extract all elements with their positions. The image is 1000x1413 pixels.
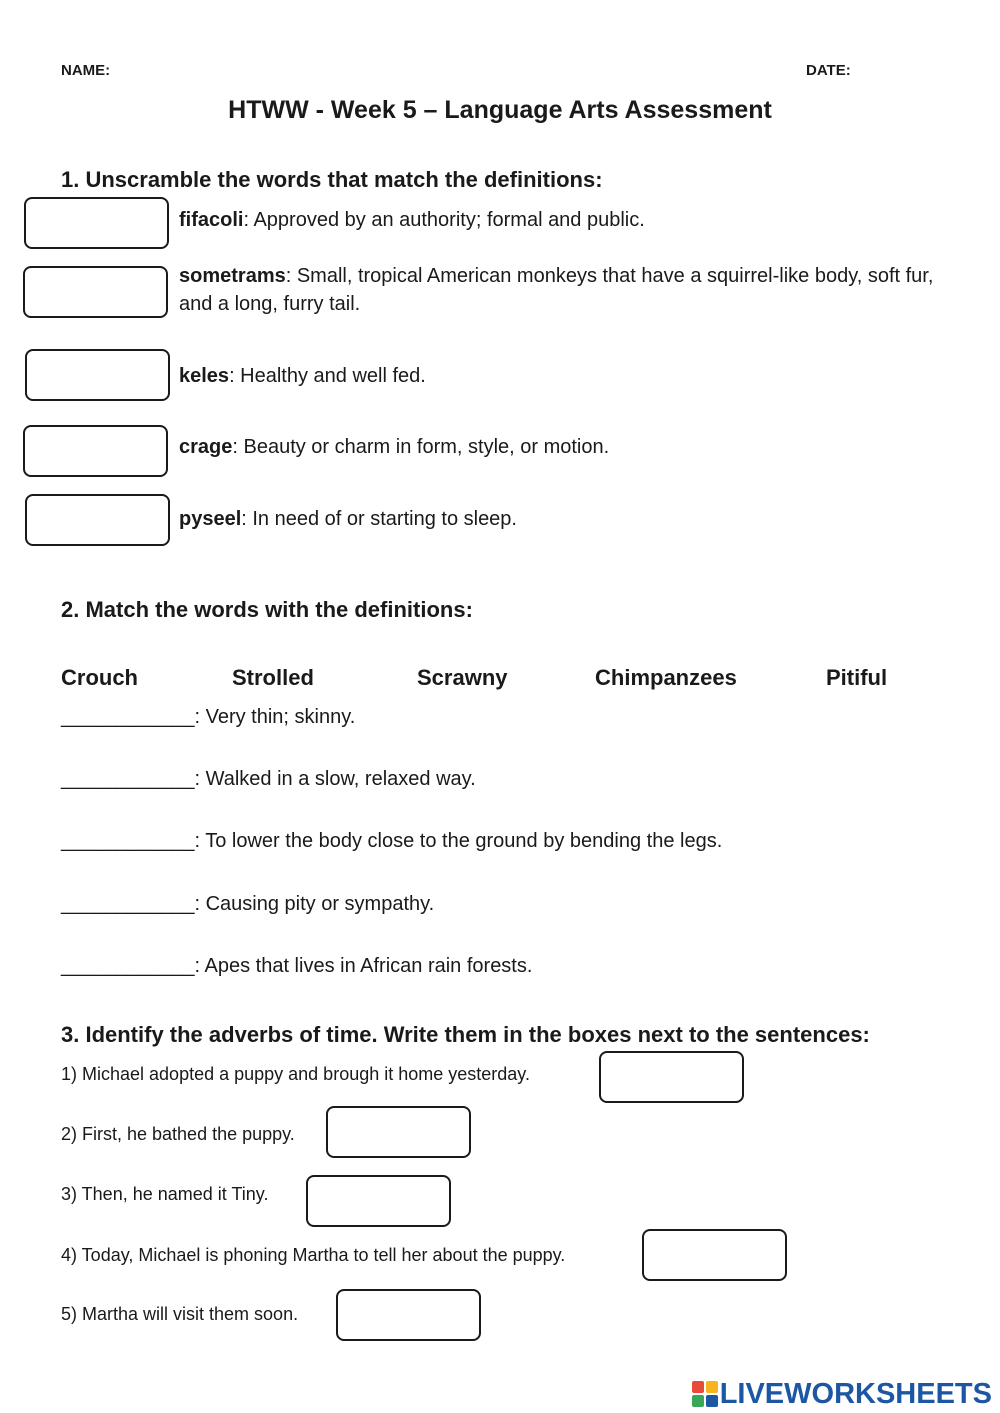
answer-box-3-4[interactable]: [642, 1229, 787, 1281]
match-row-2: [61, 768, 476, 791]
match-row-3: [61, 830, 722, 853]
answer-box-1-5[interactable]: [25, 494, 170, 546]
word-bank-item: Crouch: [61, 665, 138, 690]
scrambled-word: sometrams: [179, 265, 286, 287]
sentence-5: 5) Martha will visit them soon.: [61, 1304, 299, 1324]
word-bank-item: Strolled: [232, 665, 314, 690]
page-title: HTWW - Week 5 – Language Arts Assessment: [228, 96, 772, 124]
match-definition: : Walked in a slow, relaxed way.: [194, 768, 476, 790]
logo-text: LIVEWORKSHEETS: [719, 1377, 992, 1410]
answer-box-3-1[interactable]: [599, 1051, 744, 1103]
answer-blank[interactable]: ____________: [61, 955, 195, 977]
answer-box-3-5[interactable]: [336, 1289, 481, 1341]
sentence-1: 1) Michael adopted a puppy and brough it home yesterday.: [61, 1064, 530, 1084]
match-definition: : Apes that lives in African rain forests.: [194, 955, 533, 977]
answer-box-3-3[interactable]: [306, 1175, 451, 1227]
sentence-3: 3) Then, he named it Tiny.: [61, 1184, 269, 1204]
match-definition: : To lower the body close to the ground by bending the legs.: [194, 830, 723, 852]
scrambled-word: pyseel: [179, 508, 242, 530]
definition-text: : Beauty or charm in form, style, or motion.: [232, 436, 610, 458]
definition-1-1: [179, 206, 949, 234]
word-bank-item: Chimpanzees: [595, 665, 737, 690]
answer-blank[interactable]: ____________: [61, 830, 195, 852]
definition-text: : Healthy and well fed.: [229, 365, 426, 387]
section1-heading: 1. Unscramble the words that match the definitions:: [61, 167, 603, 192]
match-definition: : Causing pity or sympathy.: [194, 893, 435, 915]
scrambled-word: crage: [179, 436, 233, 458]
definition-text: : In need of or starting to sleep.: [241, 508, 517, 530]
answer-box-1-3[interactable]: [25, 349, 170, 401]
definition-1-2: [179, 262, 949, 318]
scrambled-word: fifacoli: [179, 209, 244, 231]
answer-box-3-2[interactable]: [326, 1106, 471, 1158]
liveworksheets-logo: [692, 1376, 992, 1412]
sentence-2: 2) First, he bathed the puppy.: [61, 1124, 295, 1144]
date-label: DATE:: [806, 62, 851, 79]
answer-box-1-2[interactable]: [23, 266, 168, 318]
answer-blank[interactable]: ____________: [61, 768, 195, 790]
answer-box-1-4[interactable]: [23, 425, 168, 477]
section2-heading: 2. Match the words with the definitions:: [61, 597, 473, 622]
scrambled-word: keles: [179, 365, 230, 387]
definition-1-4: [179, 433, 949, 461]
definition-1-5: [179, 505, 949, 533]
definition-text: : Small, tropical American monkeys that have a squirrel-like body, soft fur, and a long, furry tail.: [179, 265, 934, 315]
liveworksheets-logo-icon: [692, 1381, 718, 1407]
sentence-4: 4) Today, Michael is phoning Martha to tell her about the puppy.: [61, 1245, 566, 1265]
answer-blank[interactable]: ____________: [61, 893, 195, 915]
match-row-4: [61, 893, 434, 916]
definition-1-3: [179, 362, 949, 390]
definition-text: : Approved by an authority; formal and public.: [243, 209, 645, 231]
answer-box-1-1[interactable]: [24, 197, 169, 249]
word-bank-item: Pitiful: [826, 665, 888, 690]
match-row-1: [61, 706, 355, 729]
word-bank-item: Scrawny: [417, 665, 508, 690]
match-row-5: [61, 955, 532, 978]
name-label: NAME:: [61, 62, 111, 79]
answer-blank[interactable]: ____________: [61, 706, 195, 728]
match-definition: : Very thin; skinny.: [194, 706, 356, 728]
section3-heading: 3. Identify the adverbs of time. Write them in the boxes next to the sentences:: [61, 1022, 870, 1047]
